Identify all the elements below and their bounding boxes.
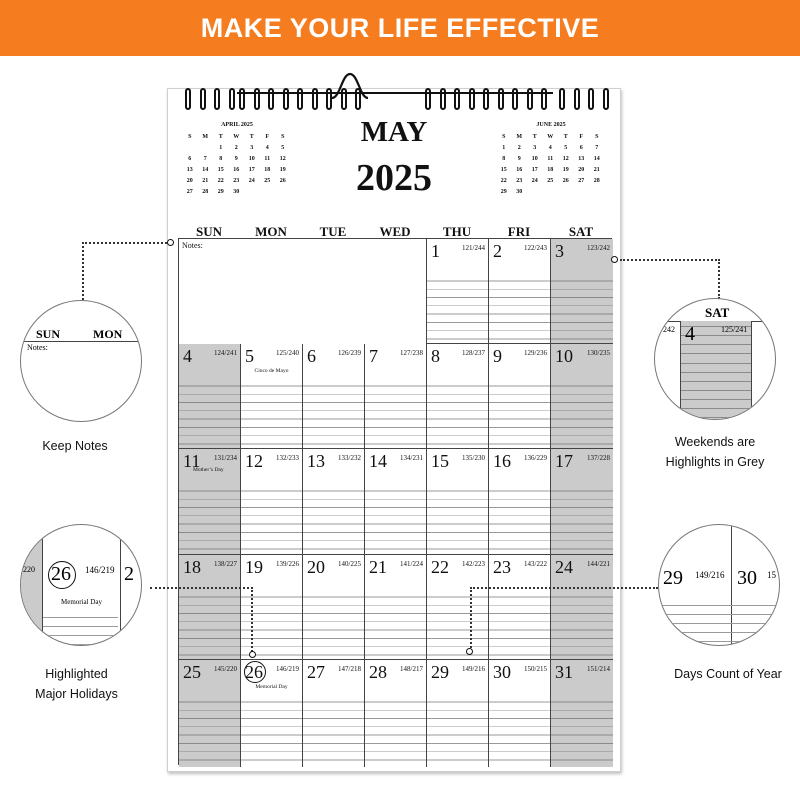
writing-lines (427, 483, 488, 553)
binding-ring (574, 88, 580, 110)
day-of-year-count: 129/236 (524, 349, 547, 358)
mini-calendar-cell: 20 (186, 177, 193, 184)
mini-calendar-cell: 21 (202, 177, 209, 184)
day-of-year-count: 137/228 (587, 454, 610, 463)
day-cell[interactable] (179, 660, 241, 767)
weekday-label: THU (442, 224, 472, 239)
mini-calendar-cell: 9 (234, 155, 238, 162)
day-of-year-count: 133/232 (338, 454, 361, 463)
day-number: 26 (245, 661, 263, 682)
day-number: 21 (369, 556, 387, 577)
banner-title: MAKE YOUR LIFE EFFECTIVE (200, 12, 600, 43)
day-number: 7 (369, 346, 378, 367)
zoom-holiday-label: Memorial Day (61, 598, 103, 606)
binding-wire (237, 92, 553, 94)
day-of-year-count: 151/214 (587, 664, 610, 673)
weekends-caption: Weekends are Highlights in Grey (665, 435, 765, 469)
writing-lines (303, 378, 364, 448)
mini-calendar-cell: 10 (531, 155, 538, 162)
mini-calendar-cell: 17 (248, 166, 255, 173)
day-number: 1 (431, 241, 440, 261)
day-number: 9 (493, 346, 502, 367)
mini-calendar-title: APRIL 2025 (221, 122, 253, 128)
day-of-year-count: 121/244 (462, 244, 485, 252)
mini-calendar-week-row (182, 186, 292, 197)
holiday-label: Memorial Day (255, 683, 288, 690)
writing-lines (489, 378, 550, 448)
weekday-label: TUE (319, 224, 347, 239)
mini-calendar-cell: 25 (547, 177, 554, 184)
writing-lines (427, 694, 488, 767)
day-number: 13 (307, 451, 325, 472)
days-count-connector-dot (466, 648, 473, 655)
zoom-day-29: 29 (663, 567, 683, 589)
mini-calendar-week-row (496, 175, 606, 186)
mini-calendar-cell: T (249, 133, 254, 140)
days-count-caption: Days Count of Year (674, 667, 782, 681)
writing-lines (179, 483, 240, 553)
zoom-day-27-partial: 2 (124, 563, 134, 585)
days-count-connector (470, 587, 658, 651)
day-cell[interactable] (427, 239, 489, 344)
mini-calendar-cell: 24 (248, 177, 255, 184)
day-cell[interactable] (427, 449, 489, 554)
day-number: 31 (555, 661, 573, 682)
writing-lines (303, 694, 364, 767)
writing-lines (179, 378, 240, 448)
mini-calendar-cell: 17 (531, 166, 538, 173)
mini-calendar-cell: S (281, 133, 285, 140)
mini-calendar-week-row (182, 164, 292, 175)
mini-calendar-april (182, 122, 292, 197)
mini-calendar-cell: 16 (516, 166, 523, 173)
mini-calendar-cell: 18 (547, 166, 554, 173)
day-cell[interactable] (551, 449, 613, 554)
zoom-sun-label: SUN (36, 327, 61, 341)
day-number: 12 (245, 451, 263, 472)
zoom-day-26: 26 (51, 563, 71, 585)
day-number: 11 (183, 451, 201, 472)
spiral-binding (167, 86, 621, 114)
day-of-year-count: 149/216 (462, 664, 485, 673)
day-cell[interactable] (365, 344, 427, 449)
binding-ring (185, 88, 191, 110)
binding-ring (200, 88, 206, 110)
mini-calendar-cell: 30 (516, 188, 523, 195)
mini-calendar-header-row (182, 131, 292, 142)
day-cell[interactable] (489, 239, 551, 344)
day-of-year-count: 148/217 (400, 664, 423, 673)
writing-lines (489, 273, 550, 343)
mini-calendar-cell: 21 (593, 166, 600, 173)
mini-calendar-cell: F (265, 133, 270, 140)
zoom-sat-label: SAT (705, 305, 730, 320)
holiday-label: Mother’s Day (193, 467, 224, 474)
writing-lines (241, 694, 302, 767)
top-banner (0, 0, 800, 56)
mini-calendar-cell: 12 (562, 155, 569, 162)
mini-calendar-cell: 8 (502, 155, 506, 162)
mini-calendar-cell: T (563, 133, 568, 140)
day-cell[interactable] (551, 344, 613, 449)
day-number: 4 (183, 346, 192, 367)
binding-ring (214, 88, 220, 110)
notes-label: Notes: (182, 241, 203, 250)
holidays-caption: Highlighted Major Holidays (35, 667, 118, 701)
binding-ring (229, 88, 235, 110)
mini-calendar-cell: T (218, 133, 223, 140)
day-number: 6 (307, 346, 316, 367)
mini-calendar-week-row (182, 175, 292, 186)
day-of-year-count: 135/230 (462, 454, 485, 463)
weekday-label: FRI (507, 224, 531, 239)
day-cell[interactable] (427, 344, 489, 449)
mini-calendar-week-row (496, 186, 606, 197)
day-of-year-count: 142/223 (462, 559, 485, 568)
mini-calendar-cell: 15 (217, 166, 224, 173)
day-number: 23 (493, 556, 511, 577)
day-cell[interactable] (303, 555, 365, 660)
day-number: 24 (555, 556, 573, 577)
weekday-label: WED (379, 224, 411, 239)
day-number: 10 (555, 346, 573, 367)
day-of-year-count: 122/243 (524, 244, 547, 252)
writing-lines (489, 694, 550, 767)
day-cell[interactable] (489, 449, 551, 554)
zoom-day-4: 4 (685, 323, 695, 345)
mini-calendar-cell: 19 (279, 166, 286, 173)
day-cell[interactable] (551, 660, 613, 767)
writing-lines (489, 483, 550, 553)
day-of-year-count: 146/219 (276, 664, 299, 673)
mini-calendar-cell: 2 (517, 144, 521, 151)
notes-area[interactable] (179, 239, 427, 345)
writing-lines (551, 273, 613, 343)
mini-calendar-cell: 1 (219, 144, 223, 151)
holidays-zoom-circle (20, 524, 142, 646)
day-of-year-count: 139/226 (276, 559, 299, 568)
writing-lines (365, 694, 426, 767)
mini-calendar-cell: 11 (547, 155, 554, 162)
mini-calendar-cell: 1 (502, 144, 506, 151)
mini-calendar-cell: 3 (533, 144, 537, 151)
day-cell[interactable] (489, 660, 551, 767)
writing-lines (551, 378, 613, 448)
mini-calendar-cell: 27 (186, 188, 193, 195)
day-cell[interactable] (241, 344, 303, 449)
day-number: 5 (245, 346, 254, 367)
writing-lines (303, 589, 364, 659)
mini-calendar-week-row (496, 153, 606, 164)
writing-lines (551, 694, 613, 767)
mini-calendar-june (496, 122, 606, 197)
mini-calendar-cell: 8 (219, 155, 223, 162)
day-number: 15 (431, 451, 449, 472)
mini-calendar-cell: 24 (531, 177, 538, 184)
day-of-year-count: 127/238 (400, 349, 423, 358)
day-number: 14 (369, 451, 387, 472)
mini-calendar-cell: 11 (264, 155, 271, 162)
zoom-notes-label: Notes: (27, 343, 48, 352)
day-of-year-count: 134/231 (400, 454, 423, 463)
days-count-zoom-circle (658, 524, 780, 646)
day-number: 20 (307, 556, 325, 577)
day-of-year-count: 123/242 (587, 244, 610, 252)
mini-calendar-cell: 10 (248, 155, 255, 162)
mini-calendar-cell: 3 (250, 144, 254, 151)
writing-lines (241, 378, 302, 448)
mini-calendar-cell: 7 (595, 144, 599, 151)
day-number: 29 (431, 661, 449, 682)
day-of-year-count: 143/222 (524, 559, 547, 568)
day-of-year-count: 147/218 (338, 664, 361, 673)
mini-calendar-cell: 15 (500, 166, 507, 173)
mini-calendar-cell: 29 (500, 188, 507, 195)
mini-calendar-cell: 28 (202, 188, 209, 195)
weekday-label: MON (255, 224, 287, 239)
mini-calendar-cell: 23 (516, 177, 523, 184)
writing-lines (365, 483, 426, 553)
day-cell[interactable] (241, 449, 303, 554)
binding-ring (603, 88, 609, 110)
holiday-label: Cinco de Mayo (254, 368, 289, 375)
hanger-hook-icon (330, 70, 370, 100)
mini-calendar-cell: 23 (233, 177, 240, 184)
day-of-year-count: 138/227 (214, 559, 237, 568)
zoom-mon-label: MON (93, 327, 123, 341)
mini-calendar-cell: 13 (578, 155, 585, 162)
day-of-year-count: 126/239 (338, 349, 361, 358)
mini-calendar-week-row (496, 142, 606, 153)
mini-calendar-cell: 4 (265, 144, 269, 151)
day-number: 2 (493, 241, 502, 261)
keep-notes-caption: Keep Notes (42, 439, 108, 453)
day-cell[interactable] (365, 555, 427, 660)
day-cell[interactable] (179, 344, 241, 449)
writing-lines (365, 589, 426, 659)
weekday-header (178, 224, 612, 238)
zoom-count-29: 149/216 (695, 570, 725, 580)
mini-calendar-cell: 6 (579, 144, 583, 151)
day-of-year-count: 128/237 (462, 349, 485, 358)
day-number: 17 (555, 451, 573, 472)
mini-calendar-cell: 4 (548, 144, 552, 151)
mini-calendar-cell: S (595, 133, 599, 140)
mini-calendar-cell: 13 (186, 166, 193, 173)
year-title: 2025 (356, 157, 432, 199)
mini-calendar-cell: 19 (562, 166, 569, 173)
mini-calendar-cell: F (579, 133, 584, 140)
weekends-zoom-circle (654, 298, 776, 420)
mini-calendar-cell: 14 (202, 166, 209, 173)
zoom-count-30: 15 (767, 570, 776, 580)
writing-lines (241, 483, 302, 553)
mini-calendar-cell: T (532, 133, 537, 140)
day-number: 3 (555, 241, 564, 261)
writing-lines (179, 694, 240, 767)
holidays-connector (150, 587, 253, 655)
zoom-day-30: 30 (737, 567, 757, 589)
mini-calendar-cell: 5 (281, 144, 285, 151)
mini-calendar-cell: 25 (264, 177, 271, 184)
day-of-year-count: 131/234 (214, 454, 237, 463)
day-of-year-count: 124/241 (214, 349, 237, 358)
day-number: 22 (431, 556, 449, 577)
mini-calendar-cell: 12 (279, 155, 286, 162)
mini-calendar-cell: 22 (500, 177, 507, 184)
mini-calendar-cell: 2 (234, 144, 238, 151)
day-number: 16 (493, 451, 511, 472)
mini-calendar-cell: 20 (578, 166, 585, 173)
day-of-year-count: 136/229 (524, 454, 547, 463)
mini-calendar-cell: 16 (233, 166, 240, 173)
mini-calendar-cell: W (233, 133, 240, 140)
mini-calendar-cell: S (188, 133, 192, 140)
day-number: 25 (183, 661, 201, 682)
day-of-year-count: 150/215 (524, 664, 547, 673)
day-cell[interactable] (365, 660, 427, 767)
mini-calendar-cell: 22 (217, 177, 224, 184)
zoom-prev-count-220: 220 (23, 565, 35, 574)
binding-ring (588, 88, 594, 110)
mini-calendar-cell: 27 (578, 177, 585, 184)
mini-calendar-cell: 29 (217, 188, 224, 195)
weekends-connector (620, 259, 720, 299)
writing-lines (427, 378, 488, 448)
day-cell[interactable] (551, 239, 613, 344)
day-number: 8 (431, 346, 440, 367)
mini-calendar-cell: 30 (233, 188, 240, 195)
writing-lines (303, 483, 364, 553)
mini-calendar-cell: M (516, 133, 523, 140)
weekday-label: SAT (568, 224, 594, 239)
notes-zoom-circle (20, 300, 142, 422)
day-of-year-count: 141/224 (400, 559, 423, 568)
day-number: 28 (369, 661, 387, 682)
mini-calendar-cell: 14 (593, 155, 600, 162)
weekends-connector-dot (611, 256, 618, 263)
day-of-year-count: 145/220 (214, 664, 237, 673)
mini-calendar-cell: 5 (564, 144, 568, 151)
day-cell[interactable] (489, 344, 551, 449)
notes-connector (82, 242, 170, 300)
zoom-prev-count: 242 (663, 325, 675, 334)
mini-calendar-cell: 26 (279, 177, 286, 184)
month-title: MAY (360, 116, 428, 148)
day-of-year-count: 144/221 (587, 559, 610, 568)
mini-calendar-cell: W (547, 133, 554, 140)
weekday-label: SUN (195, 224, 222, 239)
writing-lines (551, 483, 613, 553)
day-of-year-count: 140/225 (338, 559, 361, 568)
mini-calendar-week-row (182, 153, 292, 164)
writing-lines (365, 378, 426, 448)
day-cell[interactable] (303, 449, 365, 554)
day-number: 19 (245, 556, 263, 577)
mini-calendar-cell: 6 (188, 155, 192, 162)
day-cell[interactable] (303, 344, 365, 449)
day-cell[interactable] (241, 660, 303, 767)
day-number: 27 (307, 661, 325, 682)
mini-calendar-cell: M (202, 133, 209, 140)
mini-calendar-week-row (182, 142, 292, 153)
mini-calendar-cell: 28 (593, 177, 600, 184)
mini-calendar-header-row (496, 131, 606, 142)
day-number: 30 (493, 661, 511, 682)
mini-calendar-cell: 18 (264, 166, 271, 173)
day-cell[interactable] (179, 449, 241, 554)
day-of-year-count: 125/240 (276, 349, 299, 358)
holidays-connector-dot (249, 651, 256, 658)
mini-calendar-cell: S (502, 133, 506, 140)
zoom-count-26: 146/219 (85, 565, 115, 575)
mini-calendar-cell: 26 (562, 177, 569, 184)
mini-calendar-week-row (496, 164, 606, 175)
notes-connector-dot (167, 239, 174, 246)
binding-ring (559, 88, 565, 110)
day-cell[interactable] (303, 660, 365, 767)
mini-calendar-cell: 7 (203, 155, 207, 162)
month-grid (178, 238, 612, 765)
writing-lines (427, 273, 488, 343)
day-of-year-count: 132/233 (276, 454, 299, 463)
mini-calendar-title: JUNE 2025 (536, 122, 566, 128)
day-cell[interactable] (365, 449, 427, 554)
day-of-year-count: 130/235 (587, 349, 610, 358)
day-number: 18 (183, 556, 201, 577)
zoom-count-4: 125/241 (721, 325, 748, 334)
mini-calendar-cell: 9 (517, 155, 521, 162)
day-cell[interactable] (427, 660, 489, 767)
